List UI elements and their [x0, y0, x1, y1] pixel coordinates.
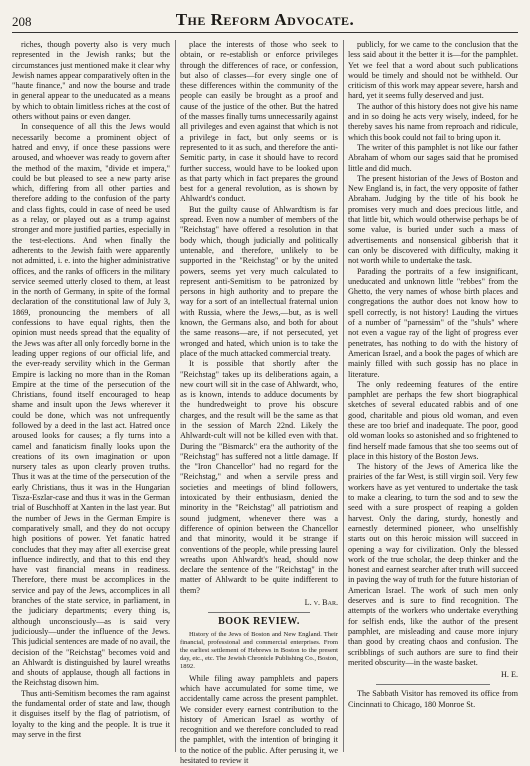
column-3 [348, 40, 518, 752]
article-signature: L. v. Bar. [304, 598, 338, 608]
paragraph: The only redeeming features of the entire pamphlet are perhaps the few short biographical sketches of several educated rabbis and of one good, charitable and pious old woman, and even these are too brief and inadequate. The poor, good old woman looks so astonished and so frightened to find herself made famous that she too seems out of place in this history of the Boston Jews. [348, 379, 518, 461]
column-1 [12, 40, 170, 752]
paragraph: But the guilty cause of Ahlwardtism is far spread. Even now a number of members of the "Reichstag" have offered a resolution in that body which, though judicially and politically untenable, and therefore, unlikely to be supported in the "Reichstag" or by the united powers, seems yet very much calculated to represent anti-Semitism to be patronized by persons in high authority and to prepare the way for a sort of an intellectual fraternal union with Russia, where the Jews,—but, as is well known, the Germans also, and both for about the same reasons—are, if not persecuted, yet wronged and hated, which union is to take the place of the much attacked commercial treaty. [180, 204, 338, 358]
column-rule [175, 40, 176, 752]
paragraph: In consequence of all this the Jews would necessarily become a prominent object of hatred and envy, if once these passions were aroused, and whoever was ready to govern after the method of the maxim, "divide et impera," could be but pleased to see a new party arise which, differing from all other parties and therefore adding to the confusion of the party and class fights, could in case of need be used as a relay, or played out as a trump against stronger and more justified parties, especially in the test-elections. And when finally the adherents to the Jewish faith were apparently not admitted, i. e. into the higher administrative offices, and the ranks of officers in the military service seemed utterly closed to them, at least in the north of Germany, in spite of the formal declaration of the constitutional law of July 3, 1869, pronouncing the members of all confessions to have equal rights, then the opinion must needs spread that the equality of the Jews was after all only forcedly borne in the leading upper regions of our official life, and the ever-ready servility which in the German Empire is lacking no more than in the Roman Empire at the time of the persecution of the Christians, found itself encouraged to heap shame and insult upon the Jews wherever it could be done, which was not unfrequently followed by a deed in the last act. Hatred once aroused looks for causes; a fly turns into a camel and fanaticism finally looks upon the creations of its own imagination or upon nursery tales as upon clearly proven truths. Thus it was at the time of the persecution of the early Christians, thus it was in the Hungarian Tisza-Eszlar-case and thus it was in the German trial of Buschhoff at Xanten in the last year. But the number of Jews in the German Empire is comparatively small, and they do not occupy high positions of power. Yet fanatic hatred concludes that they may after all exercise great influence indirectly, and that to this end they have vast financial means in readiness. Therefore, there must be accomplices in the service and pay of the Jews, accomplices in all branches of the state service, in parliament, in the judiciary departments; every thing is, although unconsciously—as is said very judiciously—under the influence of the Jews. This judicial sentences are made of no avail, the decision of the "Reichstag" becomes void and an Ahlwardt is distinguished by laurel wreaths and shouts of applause, though all factions in the Reichstag disown him. [12, 122, 170, 688]
review-signature: H. E. [500, 670, 518, 680]
section-divider [208, 612, 310, 613]
paragraph: riches, though poverty also is very much represented in the Jewish ranks; but the circumstances just mentioned make it clear why Jewish names appear comparatively often in the "haute finance," and now the bourse and trade in general appear to the uneducated as a means by which to obtain limitless riches at the cost of others without pains or even danger. [12, 40, 170, 122]
paragraph: It is possible that shortly after the "Reichstag" takes up its deliberations again, a new court will sit in the case of Ahlwardt, who, as is known, intends to adduce documents by the hundredweight to prove his obscure charges, and the result will be the same as that in the session of March 22nd. Likely the Ahlwardt-cult will not be killed even with that. During the "Bismarck" era the authority of the "Reichstag" has suffered not a little damage. If the "Iron Chancellor" had no regard for the "Reichstag," and when a servile press and societies and meetings of blind followers, intoxicated by their enthusiasm, denied the minority in the "Reichstag" all patriotism and sound judgment, whenever there was a difference of opinion between the Chancellor and that minority, would it be strange if conventions of the people, while pressing laurel wreaths upon Ahlwardt's head, should now declare the sentence of the "Reichstag" in the matter of Ahlwardt to be quite indifferent to them? [180, 359, 338, 595]
paragraph: While filing away pamphlets and papers which have accumulated for some time, we accidentally came across the present pamphlet. We consider every earnest contribution to the history of American Israel as worthy of recognition and we therefore concluded to read the pamphlet, with the intention of bringing it to the notice of the public. After perusing it, we hesitated to review it [180, 673, 338, 765]
column-rule [343, 40, 344, 752]
paragraph: Parading the portraits of a few insignificant, uneducated and unknown little "rebbes" from the Ghetto, the very names of whose birth places and congregations the author does not know how to spell correctly, is not history! Lauding the virtues of a number of "parnessim" of the "shuls" where not even a vague ray of the light of progress ever penetrates, has nothing to do with the history of American Israel, and a book the pages of which are mainly filled with such gossip has no place in literature. [348, 266, 518, 379]
paragraph: publicly, for we came to the conclusion that the less said about it the better it is—for the pamphlet. Yet we feel that a word about such publications would be timely and should not be withheld. Our criticism of this work may appear severe, harsh and hard, yet it seems fully deserved and just. [348, 40, 518, 101]
masthead-title: The Reform Advocate. [175, 10, 355, 29]
column-2 [180, 40, 338, 765]
paragraph: The author of this history does not give his name and in so doing he acts very wisely, indeed, for he thereby saves his name from reproach and ridicule, which this book could not fail to bring upon it. [348, 101, 518, 142]
paragraph: The writer of this pamphlet is not like our father Abraham of whom our sages said that he promised little and did much. [348, 142, 518, 173]
paragraph: place the interests of those who seek to obtain, or re-establish or enforce privileges through the differences of race, or confession, but also of classes—for every single one of these differences within the community of the people can easily be brought as a proof and cause of the justice of the other. But the hatred of the masses finally turns unnecessarily against all privileges and even against that which is not a privilege in fact, but only seems or is represented to it as such, and therefore the anti-Semitic party, in case it should have to record further success, would have to be looked upon as that party which in fact prepares the ground best for a general revolution, as is shown by Ahlwardt's conduct. [180, 40, 338, 204]
paragraph: The present historian of the Jews of Boston and New England is, in fact, the very opposite of father Abraham. Judging by the title of his book he promises very much and does precious little, and that little bit, which would otherwise perhaps be of some value, is buried under such a mass of advertisements and nonsensical gibberish that it can only be discovered with difficulty, making it not worth while to undertake the task. [348, 173, 518, 266]
book-review-heading: BOOK REVIEW. [218, 616, 300, 628]
paragraph: Thus anti-Semitism becomes the ram against the fundamental order of state and law, though it disguises itself by the flag of patriotism, of loyalty to the king and the people. It is true it may serve in the first [12, 688, 170, 739]
notice-paragraph: The Sabbath Visitor has removed its office from Cincinnati to Chicago, 180 Monroe St. [348, 689, 518, 709]
book-citation: History of the Jews of Boston and New England. Their financial, professional and commercial enterprises. From the earliest settlement of Hebrews in Boston to the present day, etc., etc. The Jewish Chronicle Publishing Co., Boston, 1892. [180, 630, 338, 670]
section-divider [376, 684, 490, 685]
page-header [12, 10, 518, 33]
page-number: 208 [12, 14, 32, 29]
paragraph: The history of the Jews of America like the prairies of the far West, is still virgin soil. Very few workers have as yet ventured to undertake the task to make a clearing, to turn the sod and to sew the seed with a sure prospect of reaping a golden harvest. Only the daring, sturdy, honestly and earnestly determined pioneer, who unselfishly starts out on this heroic mission will succeed in opening a way for civilization. Only the blessed work of the true scholar, the deep thinker and the honest and earnest searcher after truth will succeed in paving the way of truth for the future historian of American Israel. The work of such men only deserves and is sure to find recognition. The attempts of the workers who undertake everything for selfish ends, like the author of the present pamphlet, are misleading and cause more injury than good by creating chaos and confusion. The scribblings of such authors are sure to find their merited obscurity—in the waste basket. [348, 462, 518, 667]
